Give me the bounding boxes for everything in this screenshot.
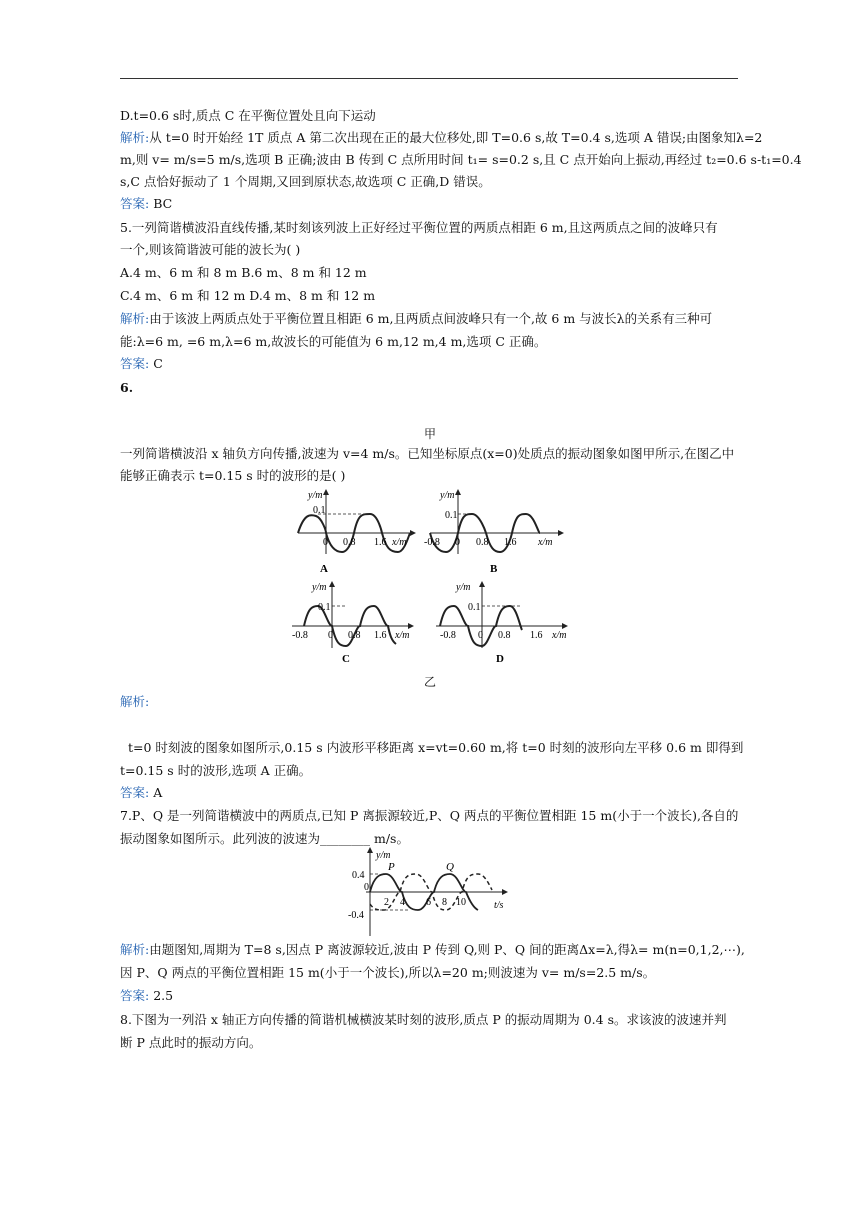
q5-stem-line2: 一个,则该简谐波可能的波长为( ) — [120, 242, 301, 257]
analysis-label: 解析: — [120, 942, 150, 957]
q7-p-label: P — [388, 861, 395, 873]
q7-vibration-graph — [346, 846, 516, 938]
q7-tick: 4 — [400, 897, 405, 908]
figure-yi-caption: 乙 — [424, 675, 437, 689]
graph-b-tick: -0.8 — [424, 537, 440, 548]
graph-a-tick: 1.6 — [374, 537, 387, 548]
analysis-text: 由于该波上两质点处于平衡位置且相距 6 m,且两质点间波峰只有一个,故 6 m 与波长λ的关系有三种可 — [149, 311, 713, 326]
q6-number: 6. — [120, 380, 134, 395]
answer-value: BC — [153, 196, 173, 211]
figure-yi-graphs — [290, 486, 580, 674]
graph-b-ylabel: y/m — [440, 490, 455, 501]
graph-b-amp: 0.1 — [445, 510, 458, 521]
graph-b-xlabel: x/m — [538, 537, 553, 548]
q8-stem-line1: 8.下图为一列沿 x 轴正方向传播的简谐机械横波某时刻的波形,质点 P 的振动周期为 0.4 s。求该波的波速并判 — [120, 1012, 727, 1027]
q7-zero: 0 — [364, 882, 369, 893]
q7-stem-line2: 振动图象如图所示。此列波的波速为________ m/s。 — [120, 831, 409, 846]
graph-b-tick: 0.8 — [476, 537, 489, 548]
q7-answer — [120, 988, 173, 1004]
q6-stem-line1: 一列简谐横波沿 x 轴负方向传播,波速为 v=4 m/s。已知坐标原点(x=0)处质点的振动图象如图甲所示,在图乙中 — [120, 446, 735, 461]
q4-analysis-line2: m,则 v= m/s=5 m/s,选项 B 正确;波由 B 传到 C 点所用时间 t₁= s=0.2 s,且 C 点开始向上振动,再经过 t₂=0.6 s-t₁=0.4 — [120, 152, 802, 167]
graph-c-ylabel: y/m — [312, 582, 327, 593]
q6-answer — [120, 785, 162, 801]
graph-d-tick: 1.6 — [530, 630, 543, 641]
graph-c-tick: 0.8 — [348, 630, 361, 641]
answer-value: A — [153, 785, 163, 800]
graph-c-tick: 1.6 — [374, 630, 387, 641]
q7-ybot: -0.4 — [348, 910, 364, 921]
q7-tick: 2 — [384, 897, 389, 908]
q5-analysis-line2: 能:λ=6 m, =6 m,λ=6 m,故波长的可能值为 6 m,12 m,4 m,选项 C 正确。 — [120, 334, 547, 349]
q6-stem-line2: 能够正确表示 t=0.15 s 时的波形的是( ) — [120, 468, 346, 483]
analysis-label: 解析: — [120, 130, 150, 145]
q7-ylabel: y/m — [376, 850, 391, 861]
q7-xlabel: t/s — [494, 900, 504, 911]
graph-b-tick: 1.6 — [504, 537, 517, 548]
q6-analysis-line1: t=0 时刻波的图象如图所示,0.15 s 内波形平移距离 x=vt=0.60 m,将 t=0 时刻的波形向左平移 0.6 m 即得到 — [128, 740, 744, 755]
graph-d — [436, 581, 568, 665]
q5-analysis-line1 — [120, 311, 712, 327]
graph-d-amp: 0.1 — [468, 602, 481, 613]
graph-a-tick: 0.8 — [343, 537, 356, 548]
graph-d-tick: -0.8 — [440, 630, 456, 641]
answer-label: 答案: — [120, 196, 150, 211]
graph-d-label: D — [496, 653, 504, 665]
q5-options-line2: C.4 m、6 m 和 12 m D.4 m、8 m 和 12 m — [120, 288, 376, 303]
graph-c-xlabel: x/m — [395, 630, 410, 641]
graph-a-ylabel: y/m — [308, 490, 323, 501]
answer-value: 2.5 — [153, 988, 174, 1003]
graph-a-xlabel: x/m — [392, 537, 407, 548]
answer-value: C — [153, 356, 163, 371]
q7-tick: 10 — [456, 897, 466, 908]
answer-label: 答案: — [120, 356, 150, 371]
q5-answer — [120, 356, 163, 372]
answer-label: 答案: — [120, 785, 150, 800]
q7-analysis-line1 — [120, 942, 745, 958]
q4-analysis-line3: s,C 点恰好振动了 1 个周期,又回到原状态,故选项 C 正确,D 错误。 — [120, 174, 491, 189]
graph-c-tick: -0.8 — [292, 630, 308, 641]
q6-analysis-label — [120, 694, 149, 710]
graph-b-tick: 0 — [455, 537, 460, 548]
q7-stem-line1: 7.P、Q 是一列简谐横波中的两质点,已知 P 离振源较近,P、Q 两点的平衡位置相距 15 m(小于一个波长),各自的 — [120, 808, 739, 823]
graph-b-label: B — [490, 563, 498, 575]
q8-stem-line2: 断 P 点此时的振动方向。 — [120, 1035, 262, 1050]
graph-c-tick: 0 — [328, 630, 333, 641]
graph-c — [292, 581, 414, 665]
q6-analysis-line2: t=0.15 s 时的波形,选项 A 正确。 — [120, 763, 312, 778]
q5-stem-line1: 5.一列简谐横波沿直线传播,某时刻该列波上正好经过平衡位置的两质点相距 6 m,且这两质点之间的波峰只有 — [120, 220, 718, 235]
graph-a — [298, 489, 416, 575]
q7-ytop: 0.4 — [352, 870, 365, 881]
analysis-text: 由题图知,周期为 T=8 s,因点 P 离波源较近,波由 P 传到 Q,则 P、Q 间的距离Δx=λ,得λ= m(n=0,1,2,⋯), — [149, 942, 745, 957]
q7-q-label: Q — [446, 861, 454, 873]
graph-a-label: A — [320, 563, 328, 575]
graph-a-amp: 0.1 — [313, 505, 326, 516]
graph-d-xlabel: x/m — [552, 630, 567, 641]
header-rule — [120, 78, 738, 79]
graph-b — [424, 489, 564, 575]
figure-jia-caption: 甲 — [424, 427, 437, 441]
q4-answer — [120, 196, 172, 212]
analysis-text: 从 t=0 时开始经 1T 质点 A 第二次出现在正的最大位移处,即 T=0.6 s,故 T=0.4 s,选项 A 错误;由图象知λ=2 — [149, 130, 763, 145]
q4-analysis-line1 — [120, 130, 762, 146]
graph-c-amp: 0.1 — [318, 602, 331, 613]
graph-a-tick: 0 — [323, 537, 328, 548]
q7-tick: 6 — [426, 897, 431, 908]
graph-c-label: C — [342, 653, 350, 665]
graph-d-tick: 0 — [478, 630, 483, 641]
q4-option-d: D.t=0.6 s时,质点 C 在平衡位置处且向下运动 — [120, 108, 376, 123]
q7-analysis-line2: 因 P、Q 两点的平衡位置相距 15 m(小于一个波长),所以λ=20 m;则波速为 v= m/s=2.5 m/s。 — [120, 965, 656, 980]
analysis-label: 解析: — [120, 694, 150, 709]
graph-d-tick: 0.8 — [498, 630, 511, 641]
graph-d-ylabel: y/m — [456, 582, 471, 593]
q7-tick: 8 — [442, 897, 447, 908]
answer-label: 答案: — [120, 988, 150, 1003]
analysis-label: 解析: — [120, 311, 150, 326]
q5-options-line1: A.4 m、6 m 和 8 m B.6 m、8 m 和 12 m — [120, 265, 367, 280]
